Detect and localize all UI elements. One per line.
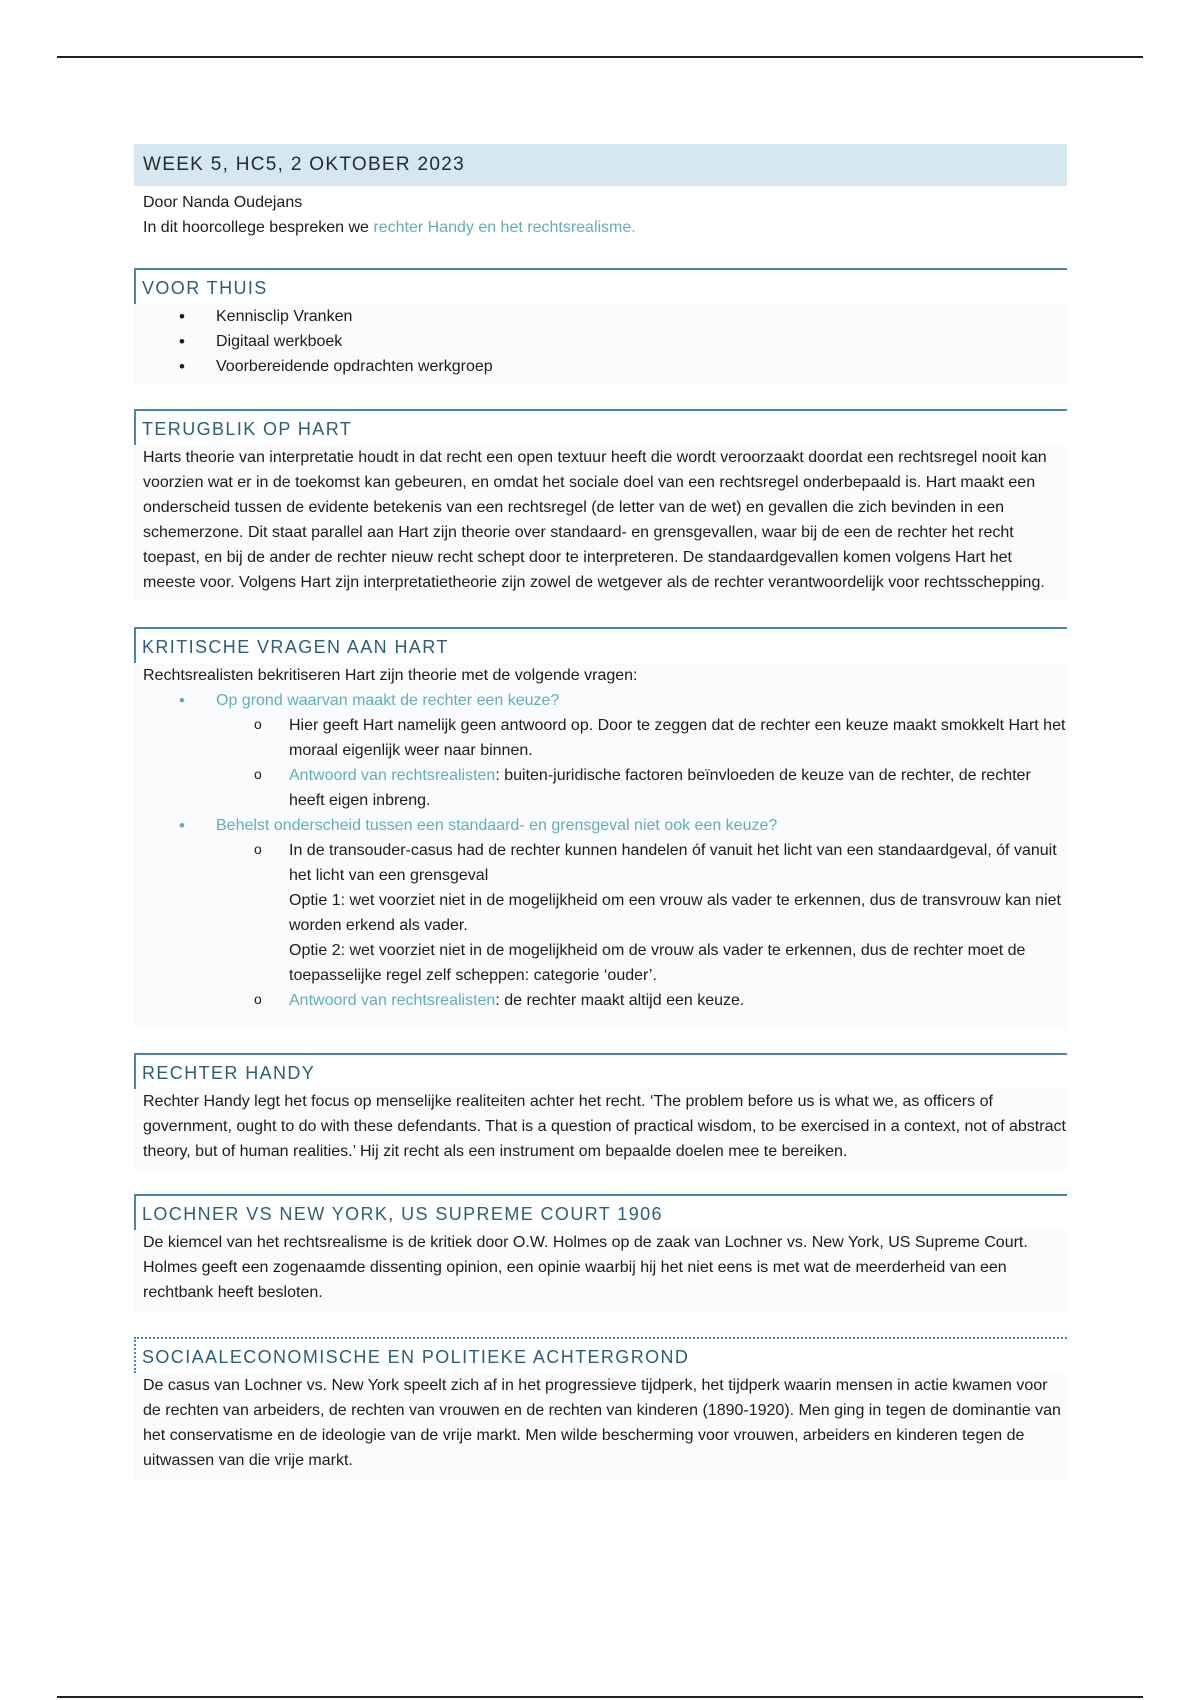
page-bottom-rule: [57, 1696, 1143, 1698]
intro-highlight: rechter Handy en het rechtsrealisme.: [373, 219, 636, 236]
answer-text: : buiten-juridische factoren beïnvloeden de keuze van de rechter, de rechter heeft eigen inbreng.: [289, 767, 1031, 809]
intro-text: In dit hoorcollege bespreken we: [143, 219, 374, 236]
section-heading: KRITISCHE VRAGEN AAN HART: [134, 627, 1067, 663]
sub-item: o Hier geeft Hart namelijk geen antwoord op. Door te zeggen dat de rechter een keuze maakt smokkelt Hart het moraal eigenlijk weer naar binnen.: [289, 713, 1067, 763]
section-body: [134, 1373, 1067, 1479]
paragraph: De kiemcel van het rechtsrealisme is de kritiek door O.W. Holmes op de zaak van Lochner vs. New York, US Supreme Court. Holmes geeft een zogenaamde dissenting opinion, een opinie waarbij hij het niet eens is met wat de meerderheid van een rechtbank heeft besloten.: [143, 1234, 1028, 1301]
sub-item: [289, 838, 1067, 988]
paragraph: De casus van Lochner vs. New York speelt zich af in het progressieve tijdperk, het tijdperk waarin mensen in actie kwamen voor de rechten van arbeiders, de rechten van vrouwen en de rechten van kinderen (1890-1920). Men ging in tegen de dominantie van het conservatisme en de ideologie van de vrije markt. Men wilde bescherming voor vrouwen, arbeiders en kinderen tegen de uitwassen van die vrije markt.: [143, 1377, 1061, 1469]
section-heading: VOOR THUIS: [134, 268, 1067, 304]
answer-text: : de rechter maakt altijd een keuze.: [495, 992, 745, 1009]
page-top-rule: [57, 56, 1143, 58]
section-heading: TERUGBLIK OP HART: [134, 409, 1067, 445]
section-heading: LOCHNER VS NEW YORK, US SUPREME COURT 1906: [134, 1194, 1067, 1230]
sub-item: [289, 763, 1067, 813]
option-2: Optie 2: wet voorziet niet in de mogelijkheid om de vrouw als vader te erkennen, dus de rechter moet de toepasselijke regel zelf scheppen: categorie ‘ouder’.: [289, 942, 1026, 984]
answer-label: Antwoord van rechtsrealisten: [289, 992, 496, 1009]
list-item: • Digitaal werkboek: [179, 329, 1067, 354]
author-line: Door Nanda Oudejans: [143, 194, 303, 211]
section-body: [134, 1230, 1067, 1311]
sub-item-text: o In de transouder-casus had de rechter kunnen handelen óf vanuit het licht van een standaardgeval, óf vanuit het licht van een grensgeval: [289, 842, 1057, 884]
sub-list: [216, 713, 1067, 813]
questions-list: [134, 688, 1067, 1013]
answer-label: Antwoord van rechtsrealisten: [289, 767, 496, 784]
section-rechter-handy: [134, 1053, 1064, 1170]
section-body: [134, 1089, 1067, 1170]
sub-list: [216, 838, 1067, 1013]
question-text: Behelst onderscheid tussen een standaard- en grensgeval niet ook een keuze?: [216, 817, 778, 834]
section-voor-thuis: [134, 268, 1064, 385]
document-title: WEEK 5, HC5, 2 OKTOBER 2023: [134, 144, 1067, 186]
section-body: [134, 304, 1067, 385]
paragraph: Rechter Handy legt het focus op menselijke realiteiten achter het recht. ‘The problem before us is what we, as officers of government, ought to do with these defendants. That is a question of practical wisdom, to be exercised in a context, not of abstract theory, but of human realities.’ Hij zit recht als een instrument om bepaalde doelen mee te bereiken.: [143, 1093, 1066, 1160]
section-body: [134, 445, 1067, 601]
paragraph: Rechtsrealisten bekritiseren Hart zijn theorie met de volgende vragen:: [143, 667, 638, 684]
section-heading: RECHTER HANDY: [134, 1053, 1067, 1089]
document-body: [134, 144, 1064, 1479]
section-sociaaleconomisch: [134, 1337, 1064, 1479]
section-lochner: [134, 1194, 1064, 1311]
question-item: [179, 688, 1067, 813]
section-heading: SOCIAALECONOMISCHE EN POLITIEKE ACHTERGROND: [134, 1337, 1067, 1373]
intro-line: [134, 215, 1064, 240]
paragraph: Harts theorie van interpretatie houdt in dat recht een open textuur heeft die wordt veroorzaakt doordat een rechtsregel nooit kan voorzien wat er in de toekomst kan gebeuren, en omdat het sociale doel van een rechtsregel onderbepaald is. Hart maakt een onderscheid tussen de evidente betekenis van een rechtsregel (de letter van de wet) en gevallen die zich bevinden in een schemerzone. Dit staat parallel aan Hart zijn theorie over standaard- en grensgevallen, waar bij de een de rechter het recht toepast, en bij de ander de rechter nieuw recht schept door te interpreteren. De standaardgevallen komen volgens Hart het meeste voor. Volgens Hart zijn interpretatietheorie zijn zowel de wetgever als de rechter verantwoordelijk voor rechtsschepping.: [143, 449, 1047, 591]
question-text: Op grond waarvan maakt de rechter een keuze?: [216, 692, 560, 709]
section-terugblik: [134, 409, 1064, 601]
question-item: [179, 813, 1067, 1013]
homework-list: [134, 304, 1067, 379]
sub-item: [289, 988, 1067, 1013]
option-1: Optie 1: wet voorziet niet in de mogelijkheid om een vrouw als vader te erkennen, dus de transvrouw kan niet worden erkend als vader.: [289, 892, 1061, 934]
section-kritische-vragen: [134, 627, 1064, 1029]
section-body: [134, 663, 1067, 1029]
list-item: • Voorbereidende opdrachten werkgroep: [179, 354, 1067, 379]
list-item: • Kennisclip Vranken: [179, 304, 1067, 329]
